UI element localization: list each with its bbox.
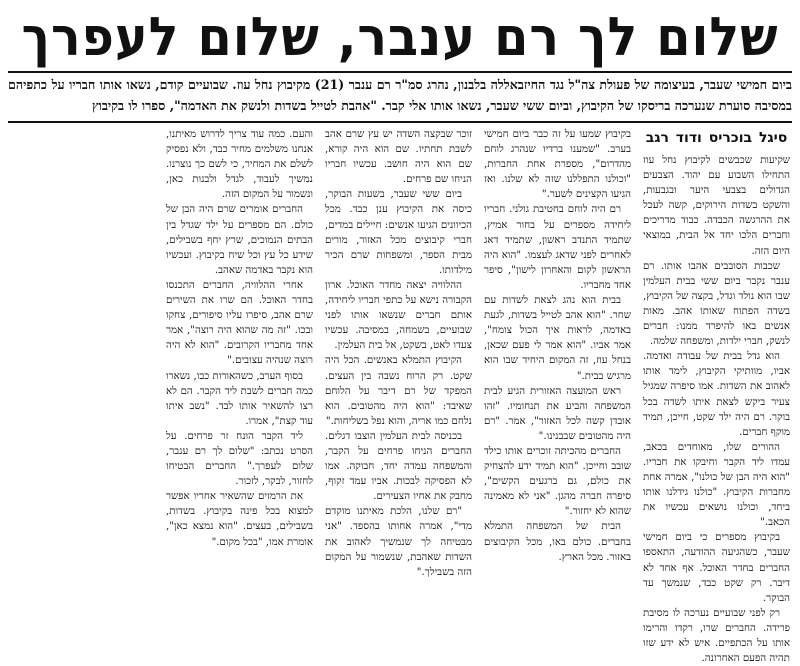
body-paragraph: בכניסה לבית העלמין הוצבו דגלים. החברים הניחו פרחים על הקבר, והמשפחה עמדה יחד, חבוקה. אמו לא הפסיקה לבכות. אביו עמד זקוף, מחבק את אחיו הצעירים. [325,430,472,503]
body-paragraph: את הרמזים שהשאיר אחריו אפשר למצוא בכל פינה בקיבוץ. בשדות, בשבילים, בעצים. "הוא נמצא כאן", אומרת אמו, "בכל מקום." [166,491,313,548]
body-paragraph: בבית הוא נהג לצאת לשדות עם שחר. "הוא אהב לטייל בשדות, לגעת באדמה, לראות איך הכול צומח", אמר אביו. "הוא אמר לי פעם שכאן, בנחל עוז, זה המקום היחיד שבו הוא מרגיש בבית." [484,295,631,382]
body-paragraph: ראש המועצה האזורית הגיע לבית המשפחה והביע את תנחומיו. "זהו אובדן קשה לכל האזור", אמר. "רם היה מהטובים שבבנינו." [484,385,631,442]
body-paragraph: בסוף הערב, כשהאורות כבו, נשארו כמה חברים לשבת ליד הקבר. הם לא רצו להשאיר אותו לבד. "נשב איתו עוד קצת", אמרו. [166,370,313,427]
body-paragraph: רם היה לוחם בחטיבת גולני. חבריו ליחידה מספרים על בחור אמיץ, שתמיד התנדב ראשון, שתמיד דאג לאחרים לפני שדאג לעצמו. "הוא היה הראשון לקום והאחרון לישון", סיפר אחד מחבריו. [484,204,631,291]
body-paragraph: בקיבוץ מספרים כי ביום חמישי שעבר, כשהגיעה ההודעה, התאספו החברים בחדר האוכל. אף אחד לא דיבר. רק שקט כבד, שנמשך עד הבוקר. [643,532,790,604]
body-paragraph: ליד הקבר הונח זר פרחים. על הסרט נכתב: "שלום לך רם ענבר, שלום לעפרך." החברים הבטיחו לחזור, לבקר, לזכור. [166,430,313,488]
body-paragraph: זוכר שבקצה השדה יש עץ שרם אהב לשבת תחתיו. שם הוא היה קורא, שם הוא היה חושב. עכשיו חבריו הניחו שם פרחים. [325,129,472,186]
headline-rule [8,71,792,73]
body-paragraph: הקיבוץ התמלא באנשים. הכל היה שקט. רק הרוח נשבה בין העצים. המפקד של רם דיבר על הלוחם שאיבד: "הוא היה מהטובים. הוא נלחם כמו אריה, והוא נפל בשליחות." [325,355,472,427]
body-paragraph: "רם שלנו, הלכת מאיתנו מוקדם מדי", אמרה אחותו בהספד. "אני מבטיחה לך שנמשיך לאהוב את השדות שאהבת, שנשמור על המקום הזה בשבילך." [325,506,472,578]
body-paragraph: אחרי ההלוויה, החברים התכנסו בחדר האוכל. הם שרו את השירים שרם אהב, סיפרו עליו סיפורים, צחקו ובכו. "זה מה שהוא היה רוצה", אמר אחד מחבריו הקרובים. "הוא לא היה רוצה שנהיה עצובים." [166,279,313,367]
column-body [325,127,472,580]
headline: שלום לך רם ענבר, שלום לעפרך [21,6,779,68]
body-paragraph: החברים מהכיתה זוכרים אותו כילד שובב וחייכן. "הוא תמיד ידע להצחיק את כולם, גם ברגעים הקשים", סיפרה חברה מהגן. "אני לא מאמינה שהוא לא יחזור." [484,445,631,518]
column-body [484,127,631,565]
body-paragraph: הבית של המשפחה התמלא בחברים. כולם באו, מכל הקיבוצים באזור. מכל הארץ. [484,521,631,563]
body-paragraph: רק לפני שבועיים נערכה לו מסיבת פרידה. החברים שרו, רקדו והרימו אותו על הכתפיים. איש לא ידע שזו תהיה הפעם האחרונה. [643,607,790,665]
body-paragraph: הוא גדל בבית של עבודה ואדמה. אביו, מוותיקי הקיבוץ, לימד אותו לאהוב את השדות. אמו סיפרה שמגיל צעיר ביקש לצאת איתו לשדה בכל בוקר. רם היה ילד שקט, חייכן, תמיד מוקף חברים. [643,351,790,438]
column-body [643,153,790,666]
body-paragraph: שקיעות שכבשים לקיבוץ נחל עוז התחילו השבוע עם יהוד. הצבעים הגדולים בצבעי היער ובגבעות, והשקט בשדות הירוקים, קשה לעכל את ההרגשה הכבדה. כבוד מדריכים וחברים הלכו יחד אל הבית, במוצאי היום הזה. [643,155,790,257]
byline: סיגל בוכריס ודוד רגב [645,130,788,146]
body-paragraph: בקיבוץ שמעו על זה כבר ביום חמישי בערב. "שמענו ברדיו שנהרג לוחם מהדרום", מספרת אחת החברות, "וכולנו התפללנו שזה לא שלנו. ואז הגיעו הקצינים לשער." [484,129,631,201]
article-column [643,127,790,665]
body-paragraph: ההלוויה יצאה מחדר האוכל. ארון הקבורה נישא על כתפי חבריו ליחידה, אותם חברים שנשאו אותו לפני שבועיים, בשמחה, במסיבה. עכשיו צעדו לאט, בשקט, אל בית העלמין. [325,279,472,352]
body-paragraph: שכבות הסובבים אהבו אותו. רם ענבר נקבר ביום ששי בבית העלמין שבו הוא נולד וגדל, בקצה של הקיבוץ, בשדה הפתוח שאותו אהב. מאות אנשים באו להיפרד ממנו: חברים לנשק, חברי ילדות, ומשפחה שלמה. [643,260,790,348]
body-paragraph: ביום ששי שעבר, בשעות הבוקר, כיסה את הקיבוץ ענן כבד. מכל הכיוונים הגיעו אנשים: חיילים במדים, חברי קיבוצים מכל האזור, מורים מבית הספר, ומשפחות שרם הכיר מילדותו. [325,189,472,276]
article-column [325,127,472,578]
body-paragraph: ההורים שלו, מאוחדים בכאב, עמדו ליד הקבר וחיבקו את חבריו. "הוא היה הבן של כולנו", אמרה אחת מחברות הקיבוץ. "כולנו גידלנו אותו ביחד, וכולנו נושאים עכשיו את הכאב." [643,441,790,529]
body-paragraph: והעם. כמה עוד צריך לדרוש מאיתנו, אנחנו משלמים מחיר כבד, ולא נפסיק לשלם את המחיר, כי לשם כך נוצרנו. נמשיך לעבוד, לגדל ולבנות כאן, ונשמור על המקום הזה. [166,129,313,201]
lead-paragraph: ביום חמישי שעבר, בעיצומה של פעולת צה"ל נגד החיזבאללה בלבנון, נהרג סמ"ר רם ענבר (21) מקיבוץ נחל עוז. שבועיים קודם, נשאו אותו חבריו על כתפיהם במסיבה סוערת שנערכה בריסקו של הקיבוץ, וביום ששי שעבר, נשאו אותו אלי קבר. "אהבת לטייל בשדות ולנשק את האדמה", ספרו לו בקיבוץ [8,77,792,113]
article-column [166,127,313,571]
article-columns [10,127,790,665]
column-body [166,127,313,550]
lead-rule [8,121,792,123]
body-paragraph: החברים אומרים שרם היה הבן של כולם. הם מספרים על ילד שגדל בין הבתים הנמוכים, שרץ יחף בשבילים, שידע כל עץ וכל שיח בקיבוץ. ועכשיו הוא נקבר באדמה שאהב. [166,204,313,276]
article-column [484,127,631,571]
